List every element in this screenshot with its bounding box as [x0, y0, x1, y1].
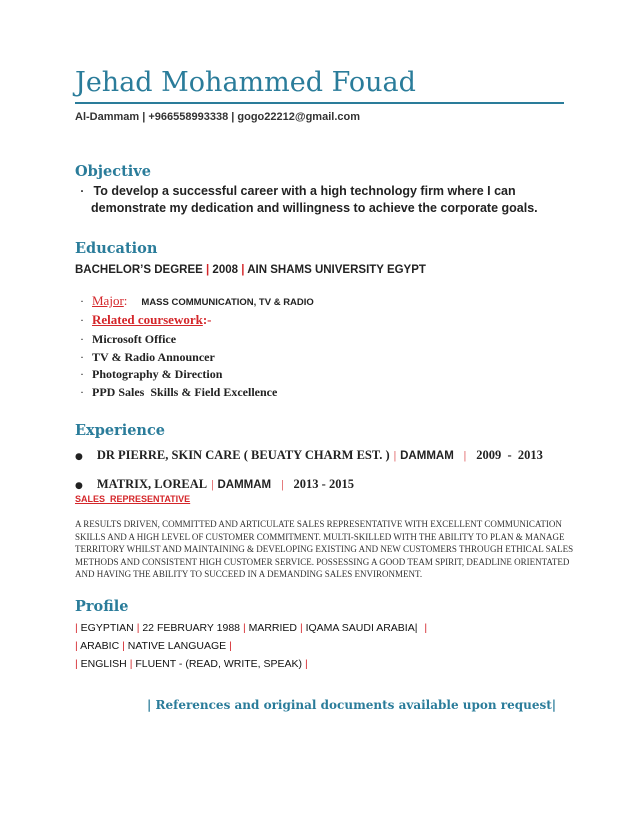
list-item: · Photography & Direction [80, 367, 223, 381]
job-entry: ● MATRIX, LOREAL | DAMMAM | 2013 - 2015 [75, 477, 354, 491]
degree-line: BACHELOR’S DEGREE | 2008 | AIN SHAMS UNIVERSITY EGYPT [75, 264, 426, 276]
role-title: SALES REPRESENTATIVE [75, 494, 191, 504]
list-item: · Microsoft Office [80, 332, 177, 346]
job-entry: ● DR PIERRE, SKIN CARE ( BEUATY CHARM EST. ) | DAMMAM | 2009 - 2013 [75, 448, 543, 462]
profile-heading: Profile [75, 598, 129, 615]
contact-line: Al-Dammam | +966558993338 | gogo22212@gmail.com [75, 111, 360, 123]
list-item: · TV & Radio Announcer [80, 350, 215, 364]
objective-line-1: · To develop a successful career with a high technology firm where I can [80, 184, 516, 198]
coursework-line: · Related coursework:- [80, 312, 212, 327]
experience-summary: A RESULTS DRIVEN, COMMITTED AND ARTICULATE SALES REPRESENTATIVE WITH EXCELLENT COMMUNICATION SKILLS AND A HIGH LEVEL OF CUSTOMER COMMITMENT. MULTI-SKILLED WITH THE ABILITY TO PLAN & MANAGE TERRITORY WHILST AND MAINTAINING & DEVELOPING EXISTING AND NEW CUSTOMERS THROUGH ETHICAL SALES METHODS AND CONSISTENT HIGH CUSTOMER SERVICE. POSSESSING A GOOD TEAM SPIRIT, DEADLINE ORIENTATED AND HAVING THE ABILITY TO SUCCEED IN A DEMANDING SALES ENVIRONMENT. [75, 519, 574, 580]
education-heading: Education [75, 240, 158, 257]
objective-line-2: demonstrate my dedication and willingness to achieve the corporate goals. [91, 201, 538, 215]
bullet-dot: ● [75, 481, 83, 491]
bullet-dot: · [80, 294, 84, 308]
header-divider [75, 102, 564, 104]
list-item: · PPD Sales Skills & Field Excellence [80, 385, 278, 399]
major-line: · Major: MASS COMMUNICATION, TV & RADIO [80, 293, 314, 308]
bullet-dot: ● [75, 452, 83, 462]
objective-heading: Objective [75, 163, 151, 180]
references-note: | References and original documents available upon request| [147, 698, 557, 712]
bullet-dot: · [80, 313, 84, 327]
profile-row-2: | ARABIC | NATIVE LANGUAGE | [75, 640, 232, 652]
profile-row-3: | ENGLISH | FLUENT - (READ, WRITE, SPEAK) | [75, 658, 308, 670]
profile-row-1: | EGYPTIAN | 22 FEBRUARY 1988 | MARRIED | IQAMA SAUDI ARABIA| | [75, 622, 428, 634]
candidate-name: Jehad Mohammed Fouad [75, 67, 416, 98]
bullet-dot: · [80, 184, 85, 198]
experience-heading: Experience [75, 422, 166, 439]
